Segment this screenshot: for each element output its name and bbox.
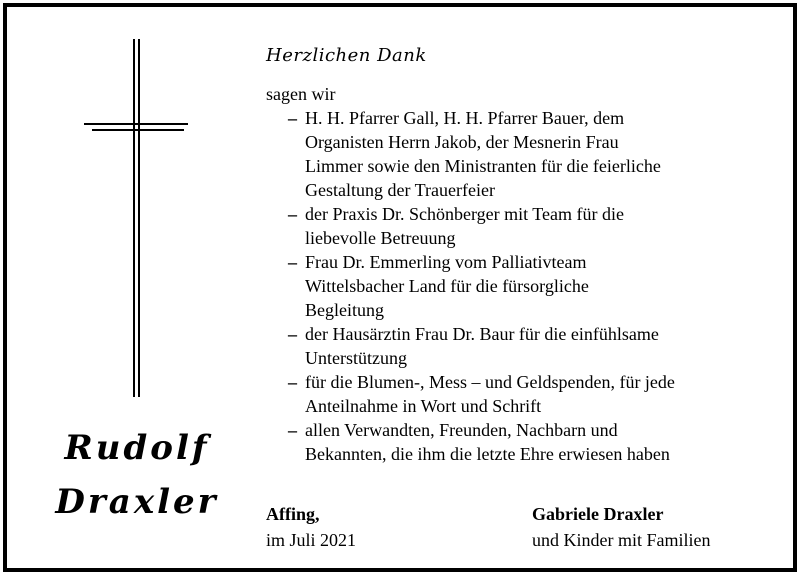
bullet-dash: – <box>288 372 297 392</box>
signer-family: und Kinder mit Familien <box>532 530 711 550</box>
thanks-item-text: für die Blumen-, Mess – und Geldspenden, für jede Anteilnahme in Wort und Schrift <box>305 372 675 416</box>
thanks-item-text: Frau Dr. Emmerling vom Palliativteam Wittelsbacher Land für die fürsorgliche Begleitung <box>305 252 589 320</box>
cross-horizontal-bar-top <box>84 123 188 125</box>
thanks-item-text: der Hausärztin Frau Dr. Baur für die einfühlsame Unterstützung <box>305 324 659 368</box>
signer-name: Gabriele Draxler <box>532 504 664 524</box>
thanks-list <box>288 106 788 466</box>
thanks-list-item <box>288 202 788 250</box>
thanks-intro: sagen wir <box>266 84 336 104</box>
bullet-dash: – <box>288 204 297 224</box>
signature-block <box>532 501 710 553</box>
deceased-last-name: Draxler <box>55 482 219 522</box>
bullet-dash: – <box>288 252 297 272</box>
date: im Juli 2021 <box>266 530 357 550</box>
thanks-item-text: allen Verwandten, Freunden, Nachbarn und Bekannten, die ihm die letzte Ehre erwiesen haben <box>305 420 670 464</box>
deceased-first-name: Rudolf <box>64 428 210 468</box>
bullet-dash: – <box>288 420 297 440</box>
thanks-list-item <box>288 250 788 322</box>
cross-icon <box>80 39 190 397</box>
thanks-list-item <box>288 370 788 418</box>
place-date-block <box>266 501 356 553</box>
cross-vertical-bar-left <box>133 39 135 397</box>
bullet-dash: – <box>288 324 297 344</box>
thanks-list-item <box>288 322 788 370</box>
thanks-list-item <box>288 106 788 202</box>
cross-horizontal-bar-bottom <box>92 129 184 131</box>
thanks-item-text: der Praxis Dr. Schönberger mit Team für die liebevolle Betreuung <box>305 204 624 248</box>
thanks-item-text: H. H. Pfarrer Gall, H. H. Pfarrer Bauer, dem Organisten Herrn Jakob, der Mesnerin Frau Limmer sowie den Ministranten für die feierliche Gestaltung der Trauerfeier <box>305 108 661 200</box>
place: Affing, <box>266 504 320 524</box>
thanks-heading: Herzlichen Dank <box>266 45 427 66</box>
thanks-list-item <box>288 418 788 466</box>
obituary-notice <box>3 3 797 572</box>
bullet-dash: – <box>288 108 297 128</box>
cross-vertical-bar-right <box>138 39 140 397</box>
